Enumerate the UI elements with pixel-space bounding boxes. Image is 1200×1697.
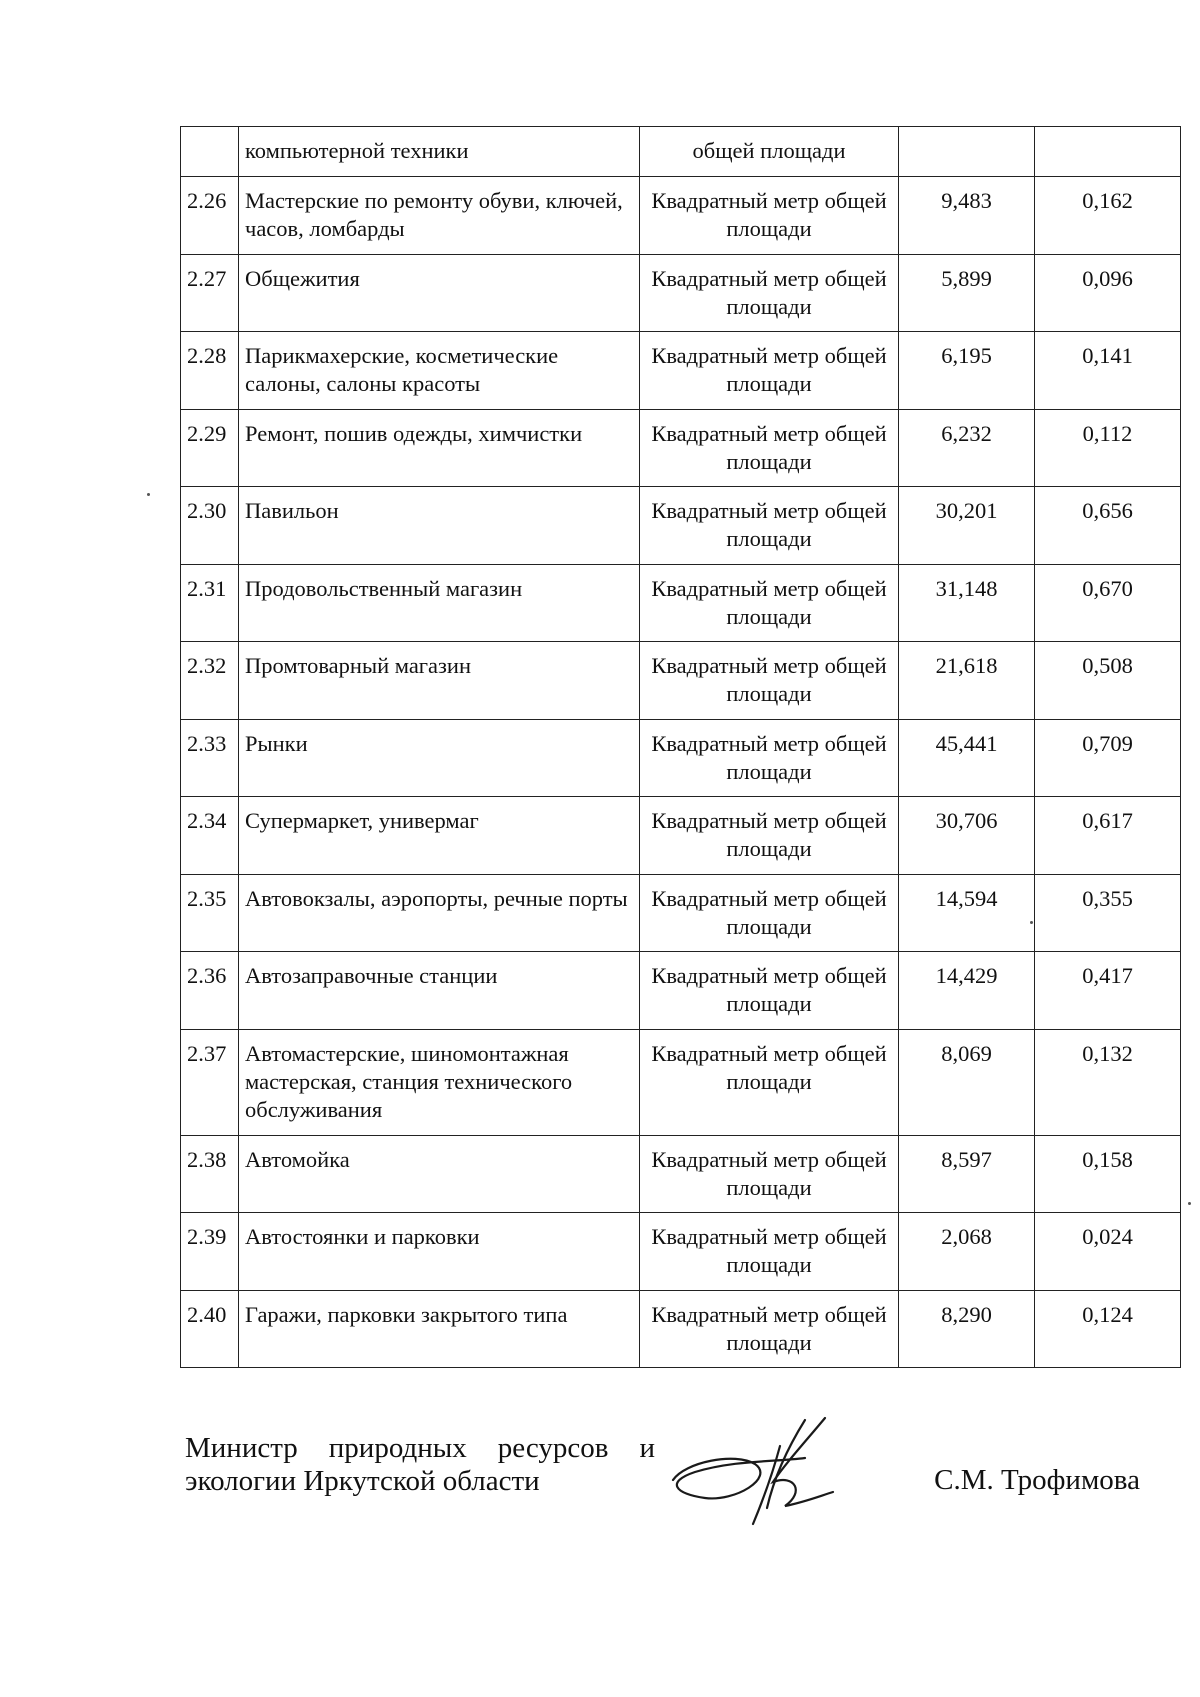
row-name: Автовокзалы, аэропорты, речные порты [239,874,640,952]
row-name: Автозаправочные станции [239,952,640,1030]
row-number: 2.29 [181,409,239,487]
handwritten-signature-icon [655,1412,885,1532]
table-row [181,1290,1181,1368]
row-number: 2.34 [181,797,239,875]
row-value-1: 45,441 [899,719,1035,797]
row-number [181,127,239,177]
row-number: 2.32 [181,642,239,720]
row-unit: Квадратный метр общей площади [640,487,899,565]
row-value-1: 14,429 [899,952,1035,1030]
row-number: 2.35 [181,874,239,952]
row-name: Парикмахерские, косметические салоны, салоны красоты [239,332,640,410]
row-unit: Квадратный метр общей площади [640,1135,899,1213]
row-value-2: 0,024 [1035,1213,1181,1291]
table-row [181,332,1181,410]
row-unit: Квадратный метр общей площади [640,332,899,410]
row-name: Автомастерские, шиномонтажная мастерская, станция технического обслуживания [239,1029,640,1135]
row-value-1: 30,706 [899,797,1035,875]
row-name: Автомойка [239,1135,640,1213]
row-unit: Квадратный метр общей площади [640,564,899,642]
table-body [181,127,1181,1368]
row-name: Мастерские по ремонту обуви, ключей, часов, ломбарды [239,177,640,255]
table-row [181,487,1181,565]
row-unit: Квадратный метр общей площади [640,177,899,255]
table-row [181,177,1181,255]
row-name: Рынки [239,719,640,797]
row-name: Ремонт, пошив одежды, химчистки [239,409,640,487]
row-number: 2.38 [181,1135,239,1213]
row-unit: Квадратный метр общей площади [640,952,899,1030]
row-unit: Квадратный метр общей площади [640,642,899,720]
row-number: 2.30 [181,487,239,565]
row-name: Павильон [239,487,640,565]
signatory-title-line2: экологии Иркутской области [185,1465,540,1497]
table-row [181,642,1181,720]
row-unit: Квадратный метр общей площади [640,797,899,875]
row-name: Промтоварный магазин [239,642,640,720]
row-value-2: 0,508 [1035,642,1181,720]
row-unit: Квадратный метр общей площади [640,719,899,797]
row-value-1: 8,290 [899,1290,1035,1368]
table-row [181,952,1181,1030]
table-row [181,127,1181,177]
row-value-2: 0,417 [1035,952,1181,1030]
table-row [181,409,1181,487]
row-number: 2.36 [181,952,239,1030]
row-value-2: 0,112 [1035,409,1181,487]
row-number: 2.27 [181,254,239,332]
row-name: Автостоянки и парковки [239,1213,640,1291]
signature-block [185,1432,1140,1522]
table-row [181,1135,1181,1213]
row-number: 2.31 [181,564,239,642]
norms-table [180,126,1181,1368]
row-unit: Квадратный метр общей площади [640,874,899,952]
row-name: Продовольственный магазин [239,564,640,642]
row-unit: Квадратный метр общей площади [640,1290,899,1368]
row-value-2: 0,158 [1035,1135,1181,1213]
table-row [181,254,1181,332]
row-value-2: 0,670 [1035,564,1181,642]
row-unit: Квадратный метр общей площади [640,1213,899,1291]
row-value-2 [1035,127,1181,177]
row-value-1: 8,069 [899,1029,1035,1135]
row-value-2: 0,124 [1035,1290,1181,1368]
row-value-2: 0,162 [1035,177,1181,255]
row-value-2: 0,617 [1035,797,1181,875]
row-value-1: 5,899 [899,254,1035,332]
row-number: 2.33 [181,719,239,797]
table-row [181,1213,1181,1291]
row-number: 2.28 [181,332,239,410]
signatory-title [185,1432,655,1498]
scan-speck [1030,921,1033,924]
row-unit: общей площади [640,127,899,177]
row-name: Общежития [239,254,640,332]
row-value-2: 0,096 [1035,254,1181,332]
row-value-1: 14,594 [899,874,1035,952]
row-value-1: 6,232 [899,409,1035,487]
table-row [181,874,1181,952]
row-value-1: 21,618 [899,642,1035,720]
row-unit: Квадратный метр общей площади [640,254,899,332]
row-value-1: 30,201 [899,487,1035,565]
row-number: 2.26 [181,177,239,255]
signatory-name: С.М. Трофимова [934,1464,1140,1496]
row-value-2: 0,355 [1035,874,1181,952]
row-unit: Квадратный метр общей площади [640,409,899,487]
table-row [181,797,1181,875]
row-name: Гаражи, парковки закрытого типа [239,1290,640,1368]
row-value-2: 0,132 [1035,1029,1181,1135]
table-row [181,719,1181,797]
table-row [181,1029,1181,1135]
row-number: 2.40 [181,1290,239,1368]
row-value-1: 9,483 [899,177,1035,255]
row-value-1: 6,195 [899,332,1035,410]
row-number: 2.37 [181,1029,239,1135]
signatory-title-line1: Министр природных ресурсов и [185,1432,655,1464]
row-value-2: 0,141 [1035,332,1181,410]
row-value-2: 0,656 [1035,487,1181,565]
row-unit: Квадратный метр общей площади [640,1029,899,1135]
row-value-1: 31,148 [899,564,1035,642]
row-value-1 [899,127,1035,177]
row-name: компьютерной техники [239,127,640,177]
scan-speck [1188,1202,1191,1205]
row-value-1: 8,597 [899,1135,1035,1213]
row-number: 2.39 [181,1213,239,1291]
table-row [181,564,1181,642]
row-value-2: 0,709 [1035,719,1181,797]
row-name: Супермаркет, универмаг [239,797,640,875]
row-value-1: 2,068 [899,1213,1035,1291]
scan-speck [147,493,150,496]
